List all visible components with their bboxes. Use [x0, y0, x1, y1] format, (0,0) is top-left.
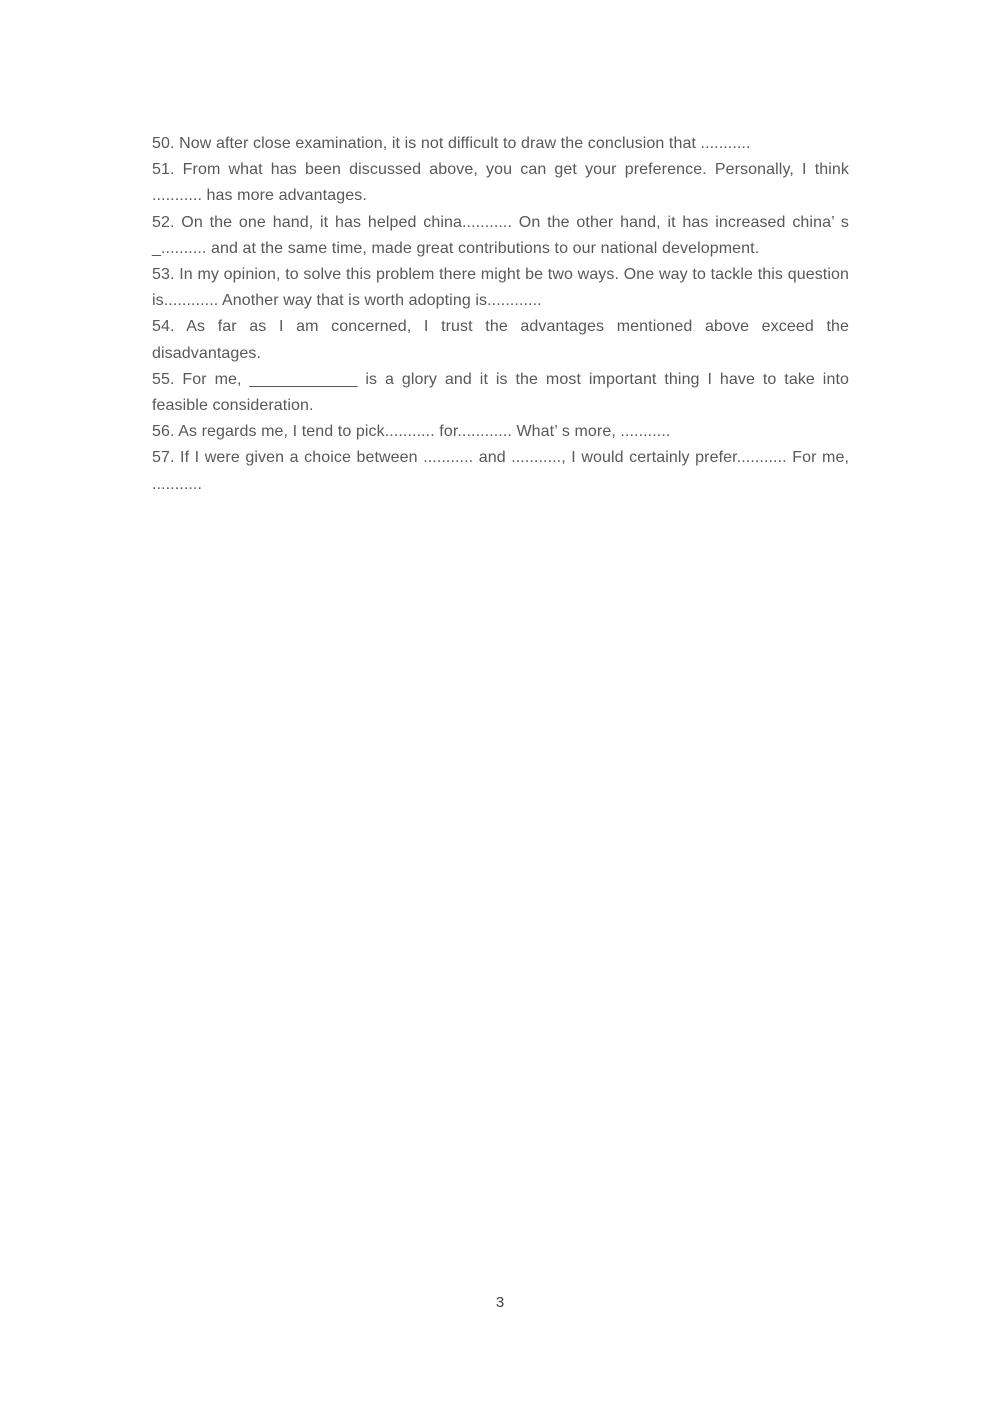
list-item-52: 52. On the one hand, it has helped china........... On the other hand, it has increased china’ s _.......... and at the same time, made great contributions to our national development. [152, 213, 849, 257]
list-item-57: 57. If I were given a choice between ........... and ..........., I would certainly prefer........... For me, ........... [152, 449, 849, 493]
page-number: 3 [495, 1294, 505, 1311]
text-block [152, 131, 849, 498]
list-item-55: 55. For me, ____________ is a glory and it is the most important thing I have to take into feasible consideration. [152, 370, 849, 415]
list-item-56: 56. As regards me, I tend to pick........... for............ What’ s more, ........... [152, 423, 671, 441]
list-item-54: 54. As far as I am concerned, I trust the advantages mentioned above exceed the disadvantages. [152, 318, 849, 362]
list-item-50: 50. Now after close examination, it is not difficult to draw the conclusion that ........... [152, 135, 751, 152]
list-item-53: 53. In my opinion, to solve this problem there might be two ways. One way to tackle this question is............ Another way that is worth adopting is............ [152, 266, 849, 310]
list-item-51: 51. From what has been discussed above, you can get your preference. Personally, I think ........... has more advantages. [152, 161, 849, 205]
